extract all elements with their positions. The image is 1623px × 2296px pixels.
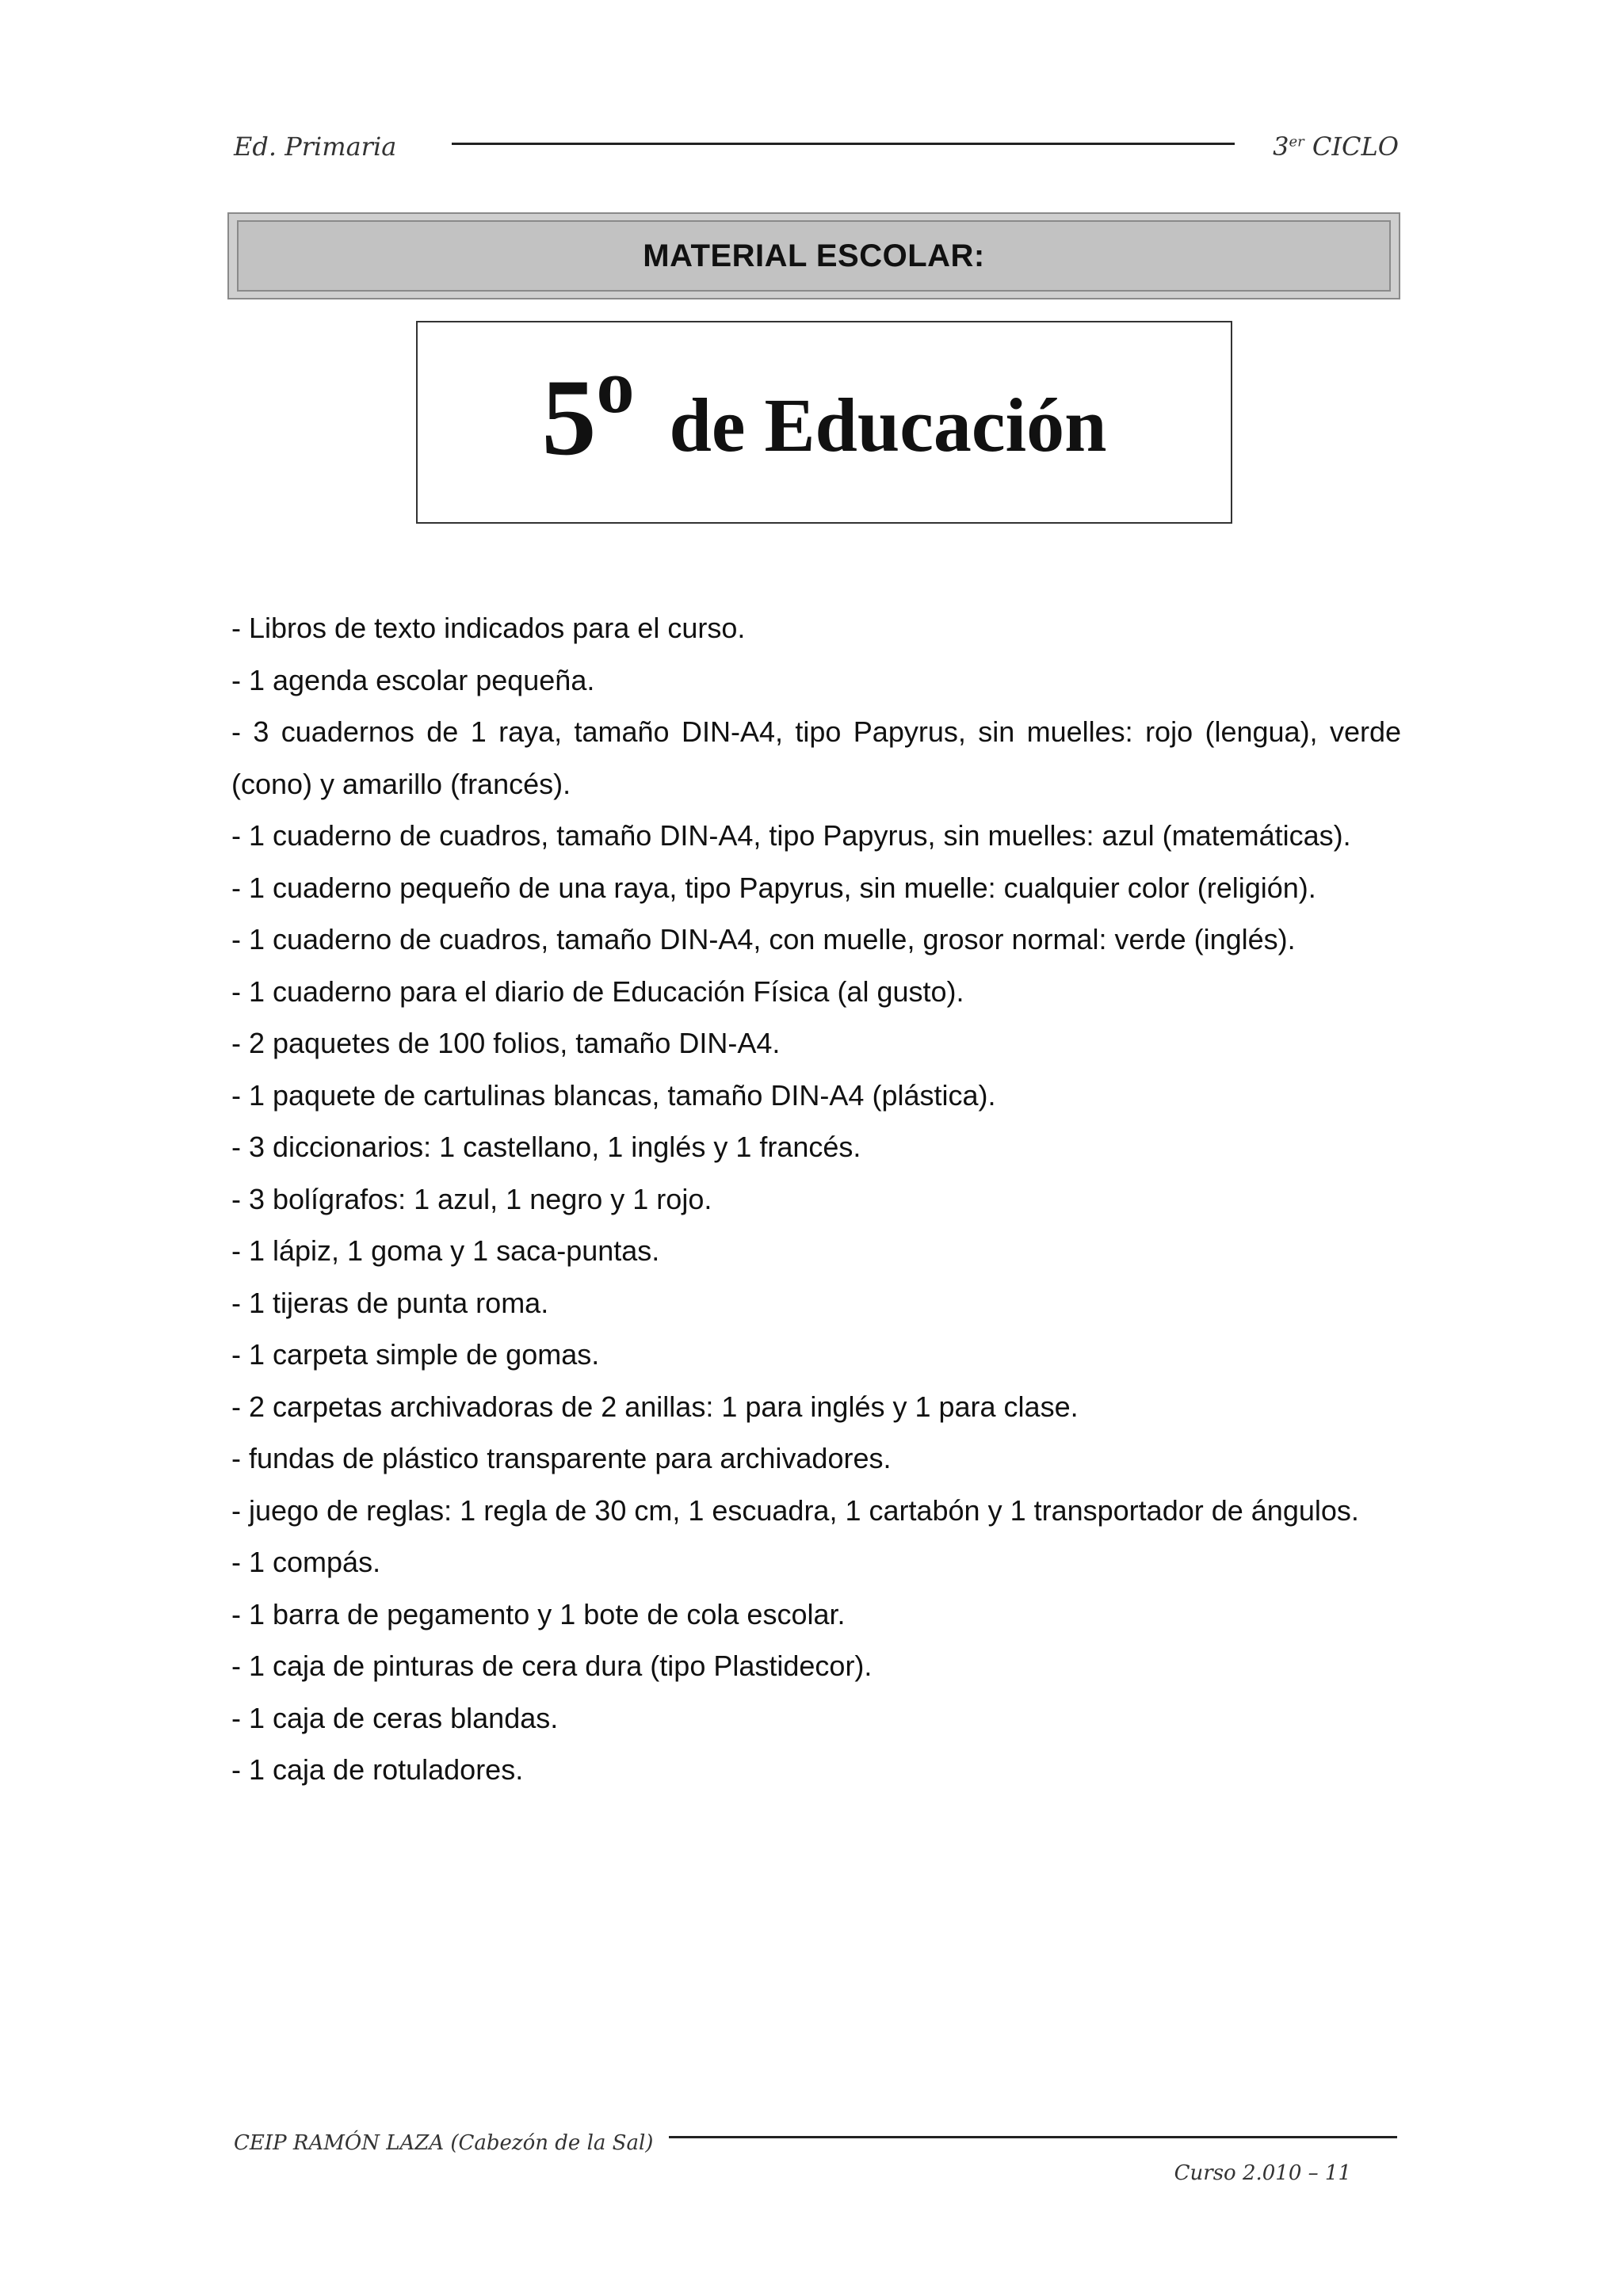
- list-item: - 3 bolígrafos: 1 azul, 1 negro y 1 rojo.: [231, 1182, 712, 1215]
- title-banner: [227, 212, 1400, 299]
- list-item: - 1 caja de ceras blandas.: [231, 1701, 559, 1734]
- header-rule: [452, 143, 1235, 145]
- header-cycle-superscript: er: [1289, 133, 1304, 151]
- list-item: - 1 caja de rotuladores.: [231, 1753, 524, 1786]
- list-item: - 1 barra de pegamento y 1 bote de cola escolar.: [231, 1597, 846, 1630]
- list-item: - 1 caja de pinturas de cera dura (tipo Plastidecor).: [231, 1650, 873, 1682]
- list-item: - 3 cuadernos de 1 raya, tamaño DIN-A4, tipo Papyrus, sin muelles: rojo (lengua), verde (cono) y amarillo (francés).: [231, 715, 1401, 800]
- list-item: - 1 compás.: [231, 1546, 381, 1578]
- list-item: - juego de reglas: 1 regla de 30 cm, 1 escuadra, 1 cartabón y 1 transportador de ángulos.: [231, 1493, 1359, 1527]
- header-right-text: [1273, 132, 1399, 162]
- course-number: 5: [541, 357, 597, 478]
- footer-school: CEIP RAMÓN LAZA (Cabezón de la Sal): [234, 2131, 654, 2155]
- footer-rule: [669, 2136, 1397, 2138]
- list-item: - 1 agenda escolar pequeña.: [231, 663, 595, 696]
- title-text: MATERIAL ESCOLAR:: [237, 220, 1391, 292]
- list-item: - 2 carpetas archivadoras de 2 anillas: 1 para inglés y 1 para clase.: [231, 1390, 1079, 1423]
- list-item: - 1 tijeras de punta roma.: [231, 1286, 549, 1319]
- list-item: - 1 paquete de cartulinas blancas, tamaño DIN-A4 (plástica).: [231, 1078, 996, 1112]
- list-item: - 1 cuaderno de cuadros, tamaño DIN-A4, tipo Papyrus, sin muelles: azul (matemáticas).: [231, 819, 1351, 852]
- header-cycle-word: CICLO: [1312, 132, 1399, 162]
- page-footer: [234, 2123, 1397, 2163]
- materials-list: [231, 602, 1401, 1796]
- list-item: - fundas de plástico transparente para archivadores.: [231, 1442, 892, 1474]
- list-item: - 1 cuaderno para el diario de Educación Física (al gusto).: [231, 974, 964, 1008]
- list-item: - 1 cuaderno pequeño de una raya, tipo Papyrus, sin muelle: cualquier color (religión).: [231, 871, 1316, 904]
- list-item: - Libros de texto indicados para el curso.: [231, 612, 746, 644]
- page-header: [234, 127, 1399, 166]
- course-ordinal: o: [596, 343, 635, 429]
- footer-course-year: Curso 2.010 – 11: [1174, 2161, 1351, 2185]
- course-box: [416, 321, 1232, 524]
- list-item: - 2 paquetes de 100 folios, tamaño DIN-A4.: [231, 1027, 781, 1059]
- list-item: - 1 carpeta simple de gomas.: [231, 1338, 600, 1371]
- course-text: de Educación: [669, 383, 1107, 467]
- header-cycle-number: 3: [1273, 132, 1289, 162]
- header-left-text: Ed. Primaria: [234, 132, 397, 162]
- list-item: - 1 lápiz, 1 goma y 1 saca-puntas.: [231, 1234, 660, 1267]
- list-item: - 3 diccionarios: 1 castellano, 1 inglés y 1 francés.: [231, 1131, 861, 1163]
- list-item: - 1 cuaderno de cuadros, tamaño DIN-A4, con muelle, grosor normal: verde (inglés).: [231, 923, 1296, 955]
